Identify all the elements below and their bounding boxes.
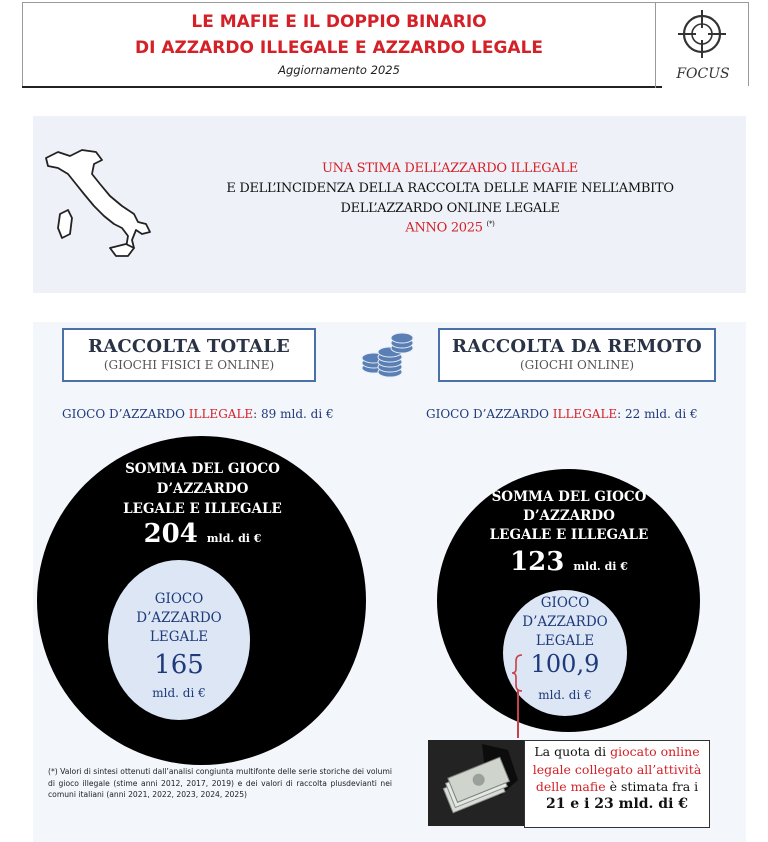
box-subtitle: (GIOCHI ONLINE) — [519, 358, 635, 372]
callout-connector — [517, 690, 519, 738]
label-line: D’AZZARDO — [522, 614, 608, 630]
label-line: LEGALE E ILLEGALE — [489, 527, 649, 543]
crosshair-icon — [676, 8, 728, 60]
total-circle-value — [100, 519, 305, 549]
coins-stack-icon — [360, 328, 416, 380]
italy-map-icon — [38, 144, 158, 262]
remote-legal-circle-label — [505, 594, 625, 651]
header-divider — [655, 2, 656, 88]
intro-year: ANNO 2025 — [405, 220, 483, 236]
intro-footnote-mark: (*) — [486, 220, 495, 228]
label-line: LEGALE — [535, 633, 595, 649]
money-in-hand-photo — [428, 740, 524, 826]
box-raccolta-remoto — [438, 328, 716, 382]
remote-legal-circle-value: 100,9 — [530, 650, 600, 678]
illegal-prefix: GIOCO D’AZZARDO — [62, 407, 189, 421]
box-title: RACCOLTA DA REMOTO — [452, 336, 702, 357]
remote-total-circle-value — [470, 547, 668, 577]
total-circle-label — [100, 459, 305, 519]
legal-circle-unit: mld. di € — [152, 686, 206, 700]
label-line: GIOCO — [540, 595, 590, 611]
callout-highlight: giocato online legale collegato all’attività delle mafie — [532, 744, 702, 794]
illegal-remote-line — [426, 407, 736, 421]
callout-value: 21 e i 23 mld. di € — [545, 795, 689, 812]
illegal-word: ILLEGALE — [552, 407, 618, 421]
box-title: RACCOLTA TOTALE — [88, 336, 290, 357]
intro-line4 — [160, 220, 740, 235]
intro-line3: DELL’AZZARDO ONLINE LEGALE — [340, 201, 560, 216]
value: 123 — [510, 547, 565, 577]
box-subtitle: (GIOCHI FISICI E ONLINE) — [103, 358, 275, 372]
label-line: GIOCO — [154, 591, 204, 607]
unit: mld. di € — [206, 532, 262, 545]
callout-box — [524, 740, 710, 828]
value: 204 — [143, 519, 198, 549]
box-raccolta-totale — [62, 328, 316, 382]
illegal-value: : 22 mld. di € — [617, 407, 698, 421]
label-line: LEGALE E ILLEGALE — [123, 501, 282, 517]
intro-line2: E DELL’INCIDENZA DELLA RACCOLTA DELLE MAFIE NELL’AMBITO — [226, 181, 674, 196]
label-line: SOMMA DEL GIOCO — [125, 461, 280, 477]
legal-circle-value: 165 — [154, 650, 204, 680]
label-line: SOMMA DEL GIOCO — [491, 489, 647, 505]
unit: mld. di € — [573, 560, 628, 573]
label-line: D’AZZARDO — [523, 508, 615, 524]
label-line: D’AZZARDO — [136, 610, 222, 626]
header-title-line2: DI AZZARDO ILLEGALE E AZZARDO LEGALE — [134, 38, 544, 58]
callout-text: è stimata fra i — [605, 779, 699, 794]
illegal-total-line — [62, 407, 362, 421]
header-bottom-rule — [22, 86, 662, 88]
intro-line1: UNA STIMA DELL’AZZARDO ILLEGALE — [322, 161, 578, 176]
illegal-prefix: GIOCO D’AZZARDO — [426, 407, 553, 421]
header-subtitle: Aggiornamento 2025 — [278, 63, 400, 77]
header-title-line1: LE MAFIE E IL DOPPIO BINARIO — [191, 12, 487, 32]
remote-total-circle-label — [470, 488, 668, 545]
footnote: (*) Valori di sintesi ottenuti dall’analisi congiunta multifonte delle serie storiche dei volumi di gioco illegale (stime anni 2012, 2017, 2019) e dei valori di raccolta plusdevianti nei comuni italiani (anni 2021, 2022, 2023, 2024, 2025) — [48, 767, 392, 799]
illegal-word: ILLEGALE — [188, 407, 254, 421]
label-line: LEGALE — [149, 629, 209, 645]
callout-text: La quota di — [534, 744, 611, 759]
legal-circle-label — [118, 590, 240, 647]
illegal-value: : 89 mld. di € — [253, 407, 334, 421]
brace-icon — [510, 653, 526, 693]
label-line: D’AZZARDO — [156, 481, 249, 497]
focus-label: FOCUS — [676, 66, 730, 82]
remote-legal-circle-unit: mld. di € — [538, 688, 592, 702]
